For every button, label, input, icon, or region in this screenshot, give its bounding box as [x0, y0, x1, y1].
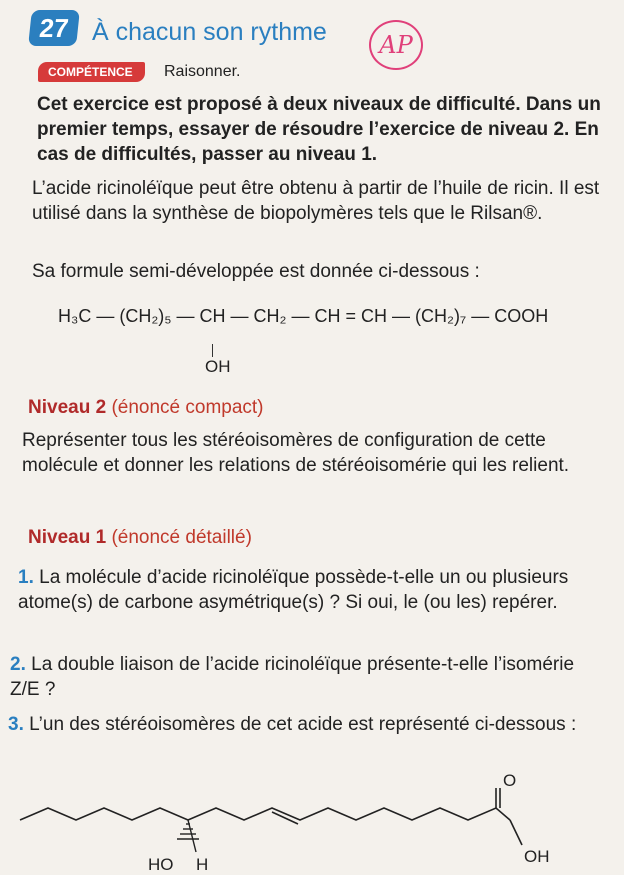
question-text: L’un des stéréoisomères de cet acide est représenté ci-dessous : [29, 714, 577, 735]
question-text: La double liaison de l’acide ricinoléïque présente-t-elle l’isomérie Z/E ? [10, 654, 575, 700]
niveau2-hint: (énoncé compact) [111, 397, 264, 418]
niveau2-title: Niveau 2 [28, 397, 107, 418]
question-number: 3. [8, 714, 24, 735]
formula-oh-group: OH [205, 357, 231, 376]
formula-bond-line [212, 344, 213, 357]
question-2 [10, 652, 608, 702]
carbon-chain [20, 788, 522, 845]
niveau2-text: Représenter tous les stéréoisomères de configuration de cette molécule et donner les relations de stéréoisomérie qui les relient. [22, 430, 570, 476]
intro-instructions: Cet exercice est proposé à deux niveaux de difficulté. Dans un premier temps, essayer de résoudre l’exercice de niveau 2. En cas de difficultés, passer au niveau 1. [37, 94, 601, 165]
ap-badge: AP [369, 20, 423, 70]
h-bond [188, 820, 196, 852]
oh-label: OH [524, 847, 550, 866]
ho-label: HO [148, 855, 174, 874]
semi-developed-formula: H₃C — (CH₂)₅ — CH — CH₂ — CH = CH — (CH₂)₇ — COOH [58, 306, 549, 326]
paragraph-intro: L’acide ricinoléïque peut être obtenu à partir de l’huile de ricin. Il est utilisé dans la synthèse de biopolymères tels que le Rilsan®. [32, 178, 600, 224]
competence-badge: COMPÉTENCE [38, 62, 145, 82]
hashed-wedge [177, 824, 199, 839]
paragraph-formula-intro: Sa formule semi-développée est donnée ci-dessous : [32, 261, 480, 282]
niveau2-heading [28, 397, 264, 419]
question-number: 2. [10, 654, 26, 675]
niveau1-heading [28, 527, 252, 549]
question-number: 1. [18, 567, 34, 588]
question-3 [8, 712, 608, 737]
exercise-number: 27 [28, 10, 80, 46]
o-label: O [503, 771, 517, 790]
competence-text: Raisonner. [164, 63, 241, 80]
question-1 [18, 565, 608, 615]
question-text: La molécule d’acide ricinoléïque possède-t-elle un ou plusieurs atome(s) de carbone asymétrique(s) ? Si oui, le (ou les) repérer. [18, 567, 569, 613]
niveau1-hint: (énoncé détaillé) [111, 527, 252, 548]
skeletal-formula [0, 771, 624, 875]
h-label: H [196, 855, 209, 874]
exercise-title: À chacun son rythme [92, 18, 327, 46]
niveau1-title: Niveau 1 [28, 527, 107, 548]
